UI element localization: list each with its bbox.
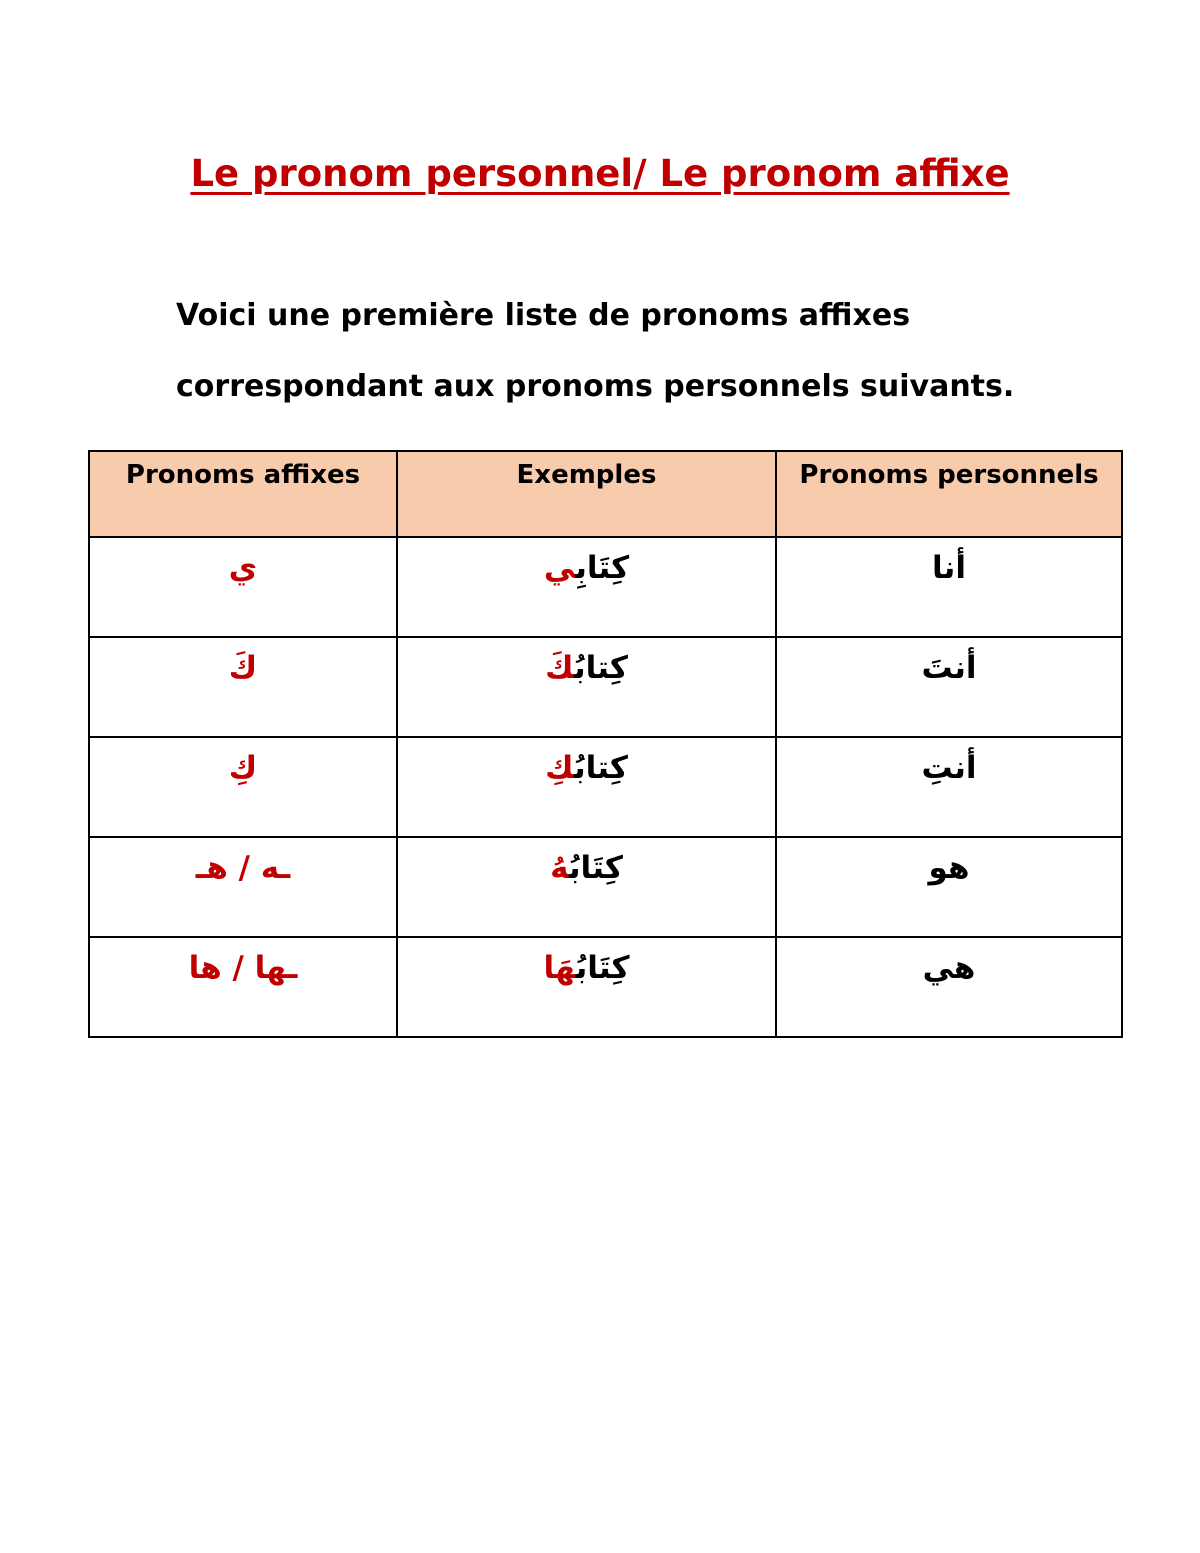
example-stem: كِتابُ xyxy=(573,650,628,686)
example-cell xyxy=(397,937,776,1037)
example-stem: كِتَابُ xyxy=(575,950,630,986)
header-personal: Pronoms personnels xyxy=(776,451,1122,537)
affix-cell xyxy=(89,737,397,837)
example-cell xyxy=(397,537,776,637)
example-word xyxy=(545,750,628,786)
example-stem: كِتابُ xyxy=(573,750,628,786)
example-word xyxy=(544,550,629,586)
example-stem: كِتَابُ xyxy=(568,850,623,886)
table-header-row xyxy=(89,451,1122,537)
example-cell xyxy=(397,837,776,937)
personal-cell xyxy=(776,537,1122,637)
page-title xyxy=(0,148,1200,200)
example-suffix: ي xyxy=(543,550,576,586)
personal-cell xyxy=(776,837,1122,937)
personal-cell xyxy=(776,737,1122,837)
personal-text: هو xyxy=(928,850,970,886)
affix-text: كِ xyxy=(228,750,258,786)
example-stem: كِتَابِ xyxy=(575,550,630,586)
example-cell xyxy=(397,637,776,737)
table-row xyxy=(89,637,1122,737)
example-cell xyxy=(397,737,776,837)
page-title-text: Le pronom personnel/ Le pronom affixe xyxy=(190,152,1010,195)
personal-cell xyxy=(776,637,1122,737)
personal-text: أنتِ xyxy=(921,750,977,786)
personal-text: أنتَ xyxy=(921,650,977,686)
example-suffix: هُ xyxy=(550,850,569,886)
intro-line-1: Voici une première liste de pronoms affixes xyxy=(176,298,911,333)
header-example: Exemples xyxy=(397,451,776,537)
affix-text: ي xyxy=(228,550,258,586)
affix-text: كَ xyxy=(228,650,258,686)
example-suffix: كِ xyxy=(545,750,574,786)
table-row xyxy=(89,837,1122,937)
affix-text: ـها / ها xyxy=(188,950,298,986)
affix-cell xyxy=(89,637,397,737)
example-suffix: كَ xyxy=(545,650,574,686)
affix-cell xyxy=(89,937,397,1037)
intro-line-2: correspondant aux pronoms personnels suivants. xyxy=(176,369,1015,404)
affix-cell xyxy=(89,837,397,937)
example-word xyxy=(550,850,623,886)
example-word xyxy=(545,650,628,686)
header-affix: Pronoms affixes xyxy=(89,451,397,537)
affix-text: ـه / هـ xyxy=(195,850,291,886)
affix-cell xyxy=(89,537,397,637)
table-row xyxy=(89,537,1122,637)
pronoun-table xyxy=(88,450,1123,1038)
personal-text: أنا xyxy=(932,550,966,586)
personal-cell xyxy=(776,937,1122,1037)
example-word xyxy=(543,950,629,986)
table-row xyxy=(89,737,1122,837)
personal-text: هي xyxy=(922,950,976,986)
example-suffix: هَا xyxy=(543,950,576,986)
table-row xyxy=(89,937,1122,1037)
